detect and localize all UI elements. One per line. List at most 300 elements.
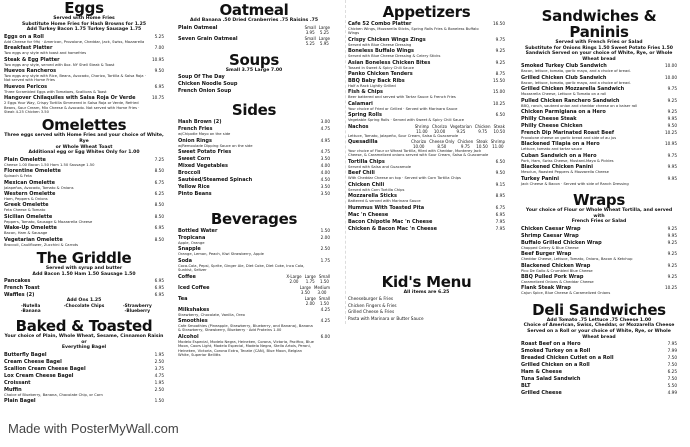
menu-item-description: Coca-Cola, Pepsi, Sprite, Ginger Ale, Diet Coke, Diet Coke, Inca Cola, Sunkist, Seltzer (178, 263, 305, 273)
size-label: Small (318, 273, 330, 279)
menu-column-2 (178, 0, 330, 360)
menu-item-description: Add Cheese for 99¢ · American, Provolone, Cheddar, Jack, Swiss, Mozzarella (4, 39, 145, 44)
menu-item-description: Served with Blue Cheese Dressing (348, 42, 412, 47)
menu-item-description: Lettuce, Tomato, Jalapeño, Sour Cream, Salsa & Guacamole (348, 133, 459, 138)
menu-item (521, 109, 677, 115)
section-note: Substitute for Onions Rings 1.50 Sweet Potato Fries 1.50 (524, 45, 674, 51)
menu-item (178, 74, 330, 80)
menu-item-head (348, 226, 505, 232)
menu-item-name: Cuban Sandwich on a Hero (521, 152, 597, 159)
menu-item-name: Bacon Chipotle Mac 'n Cheese (348, 218, 433, 225)
menu-item (178, 318, 330, 333)
menu-item-name: Beef Chili (348, 170, 375, 177)
menu-item (4, 225, 164, 235)
menu-item-price: 4.75 (320, 126, 330, 132)
menu-item-price: 8.95 (495, 193, 505, 199)
menu-column-4 (521, 0, 677, 399)
menu-item (178, 156, 330, 162)
menu-item-description: With Cheddar Cheese on top · Served with Corn Tortilla Chips (348, 176, 461, 181)
menu-item-name: Cafe 52 Combo Platter (348, 21, 412, 27)
section-note: Add Turkey Bacon 1.75 Turkey Sausage 1.75 (26, 27, 142, 33)
menu-item-name: Blackened Chicken Wrap (521, 262, 591, 269)
menu-item-name: Grilled Chicken on a Roll (521, 362, 590, 369)
menu-item-description: Jack Cheese & Bacon · Served with side of Ranch Dressing (521, 181, 629, 186)
menu-item-name: Ham & Cheese (521, 369, 562, 376)
menu-item (521, 176, 677, 186)
menu-item-description: Broccoli, Cauliflower, Zucchini & Carrots (4, 242, 79, 247)
menu-item-description: Served with Corn Tortilla Chips (348, 187, 405, 192)
size-price: 10.50 (476, 144, 488, 150)
menu-item-name: BBQ Baby Back Ribs (348, 78, 405, 85)
section-title: Omelettes (41, 116, 127, 135)
menu-item-name: Pulled Chicken Ranchero Sandwich (521, 97, 620, 104)
menu-item-price: 7.95 (495, 218, 505, 224)
size-price: 10.00 (412, 144, 425, 150)
menu-section-sides (178, 102, 330, 197)
menu-item-name: Scallion Cream Cheese Bagel (4, 365, 86, 372)
menu-item (521, 285, 677, 295)
menu-item-head (521, 362, 677, 368)
size-price: 9.75 (460, 144, 470, 150)
menu-item-head (348, 71, 505, 77)
menu-item-name: Turkey Panini (521, 175, 559, 182)
menu-item-head (521, 341, 677, 347)
size-label: Shrimp (490, 139, 505, 145)
menu-section-oatmeal (178, 2, 330, 46)
menu-item-price: 9.75 (495, 36, 505, 42)
menu-item (178, 258, 330, 273)
menu-item-name: Chicken & Bacon Mac 'n Cheese (348, 225, 438, 232)
menu-item-name: Roast Beef on a Hero (521, 341, 581, 348)
menu-item (521, 233, 677, 239)
menu-item-name: Chicken Fingers & Fries (348, 302, 397, 308)
menu-item-price: 9.95 (667, 175, 677, 181)
menu-item-name: Coffee (178, 273, 196, 280)
menu-item-name: French Toast (4, 285, 40, 292)
menu-item-price: 2.50 (320, 246, 330, 252)
menu-section-kids (348, 274, 505, 322)
section-note: Sandwich Served on your choice of White, Rye, or Whole Wheat bread (525, 51, 673, 62)
menu-item (4, 285, 164, 291)
menu-item (4, 352, 164, 358)
menu-item-name: Breakfast Platter (4, 45, 53, 52)
menu-item-name: Plain Omelette (4, 156, 46, 163)
menu-column-1 (4, 0, 164, 407)
menu-item-price: 6.75 (495, 204, 505, 210)
menu-item-price: 6.95 (154, 278, 164, 284)
size-price: 8.50 (437, 144, 447, 150)
menu-item-price: 15.50 (493, 78, 505, 84)
menu-section-appetizers (348, 4, 505, 232)
menu-item-name: Calamari (348, 100, 373, 107)
menu-item-name: Hummus With Toasted Pita (348, 204, 425, 211)
menu-item-name: Mexican Omelette (4, 179, 56, 186)
menu-item-price: 7.95 (667, 341, 677, 347)
menu-item-name: French Onion Soup (178, 88, 232, 95)
size-price: 3.95 (305, 29, 315, 35)
menu-item-name: Muffin (4, 386, 22, 393)
addon-option: -Chocolate Chips (63, 303, 105, 309)
menu-item-head (348, 316, 505, 322)
menu-item-name: Sweet Corn (178, 156, 211, 162)
menu-item-price: 9.25 (667, 109, 677, 114)
menu-item-price: 6.50 (495, 112, 505, 118)
menu-item (521, 362, 677, 368)
menu-item-description: Lettuce, tomato and tartar sauce (521, 147, 583, 152)
menu-item-description: Bacon, Ham & Sausage (4, 231, 48, 236)
menu-item (348, 159, 505, 169)
menu-item-head (348, 309, 505, 315)
menu-item-price: 3.50 (320, 156, 330, 161)
menu-item-description: Chopped Celery & Blue Cheese (521, 245, 579, 250)
section-title: Oatmeal (219, 1, 289, 19)
menu-item-price: 9.75 (667, 86, 677, 92)
menu-item-name: Flank Steak Wrap (521, 285, 571, 292)
size-price: 5.25 (305, 40, 315, 46)
menu-item (178, 81, 330, 87)
menu-item-name: Plain Oatmeal (178, 24, 218, 31)
menu-item-head (178, 156, 330, 162)
menu-item-name: French Fries (178, 126, 213, 133)
menu-item-description: BBQ, ranch, sauteed onion and cheddar cheese on a kaiser roll (521, 103, 638, 108)
menu-item-price: 2.50 (154, 358, 164, 364)
addons-options (4, 304, 164, 315)
menu-item-price: 3.75 (154, 365, 164, 371)
menu-item-price: 8.50 (154, 213, 164, 219)
menu-item-description: Cafe Smoothies (Pineapple, Strawberry, Blueberry, and Banana), Banana & Strawberry, Strawberry, Blueberry · Add Proteins 1.00 (178, 324, 313, 333)
section-note: Served with French Fries or Salad (555, 40, 643, 45)
size-label: Shrimp (414, 123, 429, 129)
menu-item-name: Greek Omelette (4, 202, 49, 209)
menu-item-name: Chicken Parmigiana on a Hero (521, 109, 606, 115)
menu-item-description: Pico De Gallo & Crumbled Blue Cheese (521, 268, 593, 273)
section-title: Baked & Toasted (15, 317, 153, 336)
menu-item (4, 180, 164, 190)
menu-item-description: Cajun Spice, Blue Cheese & Caramelized Onions (521, 291, 611, 296)
menu-item-name: Shrimp Caesar Wrap (521, 232, 579, 239)
menu-item-head (521, 226, 677, 232)
menu-item-price: 7.25 (154, 156, 164, 162)
menu-item-price: 9.50 (495, 170, 505, 176)
menu-item-name: BLT (521, 383, 531, 390)
menu-item-price: 9.15 (495, 181, 505, 187)
menu-item-price: 10.25 (665, 285, 677, 291)
menu-column-3 (345, 0, 505, 324)
menu-item-name: Eggs on a Roll (4, 33, 44, 40)
menu-item-name: Nachos (348, 123, 369, 130)
menu-item (348, 48, 505, 58)
menu-item-name: Breaded Chicken Cutlet on a Roll (521, 355, 614, 362)
menu-item (521, 390, 677, 396)
menu-item-name: Smoked Turkey Club Sandwich (521, 63, 607, 70)
menu-item (521, 130, 677, 140)
menu-item-name: Asian Boneless Chicken Bites (348, 59, 431, 66)
menu-item-head (4, 352, 164, 358)
price-size-grid (305, 296, 330, 306)
section-note: Served with Home Fries (53, 16, 115, 21)
menu-item-name: Waffles (2) (4, 292, 35, 299)
menu-item-description: Your choice of Fried or Grilled · Served with Marinara Sauce (348, 106, 458, 111)
menu-item-price: 15.00 (493, 89, 505, 95)
menu-item-price: 4.00 (320, 170, 330, 175)
addon-option: -Strawberry (122, 303, 152, 309)
menu-item (178, 296, 330, 306)
section-note: or Whole Wheat Toast (55, 144, 113, 150)
menu-item-price: 9.95 (667, 232, 677, 238)
menu-item-head (178, 88, 330, 94)
menu-item-price: 9.25 (495, 59, 505, 65)
menu-item-head (178, 285, 330, 295)
menu-item-head (521, 116, 677, 122)
menu-item-name: Grilled Chicken Mozzarella Sandwich (521, 86, 625, 93)
menu-item-name: Cheeseburger & Fries (348, 296, 394, 302)
menu-item-price: 1.95 (154, 379, 164, 385)
menu-item (178, 307, 330, 317)
size-price: 11.00 (416, 128, 428, 134)
menu-item-name: Huevos Pericos (4, 83, 48, 90)
menu-item-price: 9.25 (667, 97, 677, 103)
menu-item-price: 5.25 (154, 33, 164, 39)
menu-item (521, 251, 677, 261)
menu-item-name: Florentine Omelette (4, 168, 61, 175)
menu-item (348, 112, 505, 122)
menu-item-description: Vegetable Spring Rolls · Served with Sweet & Spicy Chili Sauce (348, 118, 464, 123)
menu-item-price: 8.50 (154, 202, 164, 208)
size-label: Small (304, 24, 316, 30)
menu-item-name: Sicilian Omelette (4, 213, 53, 220)
menu-item-name: Western Omelette (4, 191, 56, 198)
menu-item-name: Panko Chicken Tenders (348, 71, 413, 78)
section-title: The Griddle (36, 249, 132, 268)
menu-item-description: Caramelized Onions & Cheddar Cheese (521, 280, 594, 285)
menu-item (4, 157, 164, 167)
menu-section-eggs (4, 0, 164, 114)
menu-item (348, 124, 505, 138)
menu-item-description: Beer battered and served with Tartar Sauce & French Fries (348, 95, 456, 100)
menu-item (348, 316, 505, 322)
menu-item-price: 6.95 (154, 225, 164, 231)
menu-item-head (348, 212, 505, 218)
size-price: 10.50 (493, 128, 505, 134)
menu-item-head (521, 369, 677, 375)
menu-item-name: Smoothies (178, 318, 208, 325)
menu-item-name: Blackened Tilapia on a Hero (521, 141, 600, 148)
section-note: Substitute Home Fries for Hash Browns for 1.25 (21, 21, 147, 27)
menu-item-name: Crispy Chicken Wings Zings (348, 36, 426, 43)
menu-item-head (4, 359, 164, 365)
menu-item-price: 9.25 (667, 251, 677, 257)
menu-item-price: 4.50 (320, 177, 330, 182)
size-price: 9.25 (456, 128, 466, 134)
section-title: Sandwiches & Paninis (541, 7, 657, 41)
menu-item-name: Seven Grain Oatmeal (178, 35, 238, 42)
size-price: 1.50 (319, 278, 329, 284)
menu-item-description: Two eggs any style with toast and homefries (4, 51, 87, 56)
menu-item (4, 168, 164, 178)
menu-item-description: Half a Rack Lightly Grilled (348, 84, 396, 89)
menu-item-name: Mac 'n Cheese (348, 211, 389, 218)
menu-item-description: Pork, Ham, Swiss Cheese, Mustard-Mayo & Pickles (521, 158, 614, 163)
menu-item-price: 9.25 (667, 239, 677, 245)
menu-item-price: 6.00 (320, 333, 330, 339)
menu-item (178, 149, 330, 155)
menu-item-price: 9.25 (667, 225, 677, 231)
size-price: 1.75 (305, 278, 315, 284)
menu-item-price: 8.75 (495, 71, 505, 77)
menu-item-price: 6.25 (154, 191, 164, 197)
menu-item (4, 278, 164, 284)
menu-item-head (178, 274, 330, 284)
size-price: 2.00 (289, 278, 299, 284)
menu-item-price: 7.50 (667, 362, 677, 368)
menu-item (4, 34, 164, 44)
menu-item (521, 123, 677, 129)
section-note: Your choice of Plain, Whole Wheat, Sesame, Cinnamon Raisin or (4, 334, 164, 345)
menu-item-head (4, 373, 164, 379)
menu-item (348, 101, 505, 111)
menu-item-name: Spring Rolls (348, 112, 382, 119)
section-title: Wraps (573, 191, 625, 210)
menu-item (178, 235, 330, 245)
menu-item-price: 4.95 (320, 137, 330, 143)
menu-item-head (4, 366, 164, 372)
menu-item-price: 3.50 (320, 184, 330, 189)
menu-item-name: Tea (178, 295, 188, 302)
menu-item (4, 191, 164, 201)
menu-item (4, 373, 164, 379)
menu-section-deli (521, 302, 677, 396)
menu-item-description: Provolone cheese on garlic bread and side of au jus (521, 136, 617, 140)
menu-item-head (178, 25, 330, 35)
menu-item (178, 163, 330, 169)
menu-item-price: 7.50 (667, 376, 677, 382)
menu-item-name: Steak & Egg Platter (4, 56, 60, 63)
menu-item-price: 7.00 (154, 45, 164, 51)
section-title: Soups (229, 50, 279, 69)
menu-item-name: Hash Brown (2) (178, 119, 222, 126)
menu-item-price: 1.50 (154, 398, 164, 404)
section-title: Kid's Menu (381, 272, 472, 291)
size-label: Steak (476, 139, 488, 145)
menu-item-description: w/Chipotle Mayo on the side (178, 132, 231, 137)
menu-item-head (178, 177, 330, 183)
menu-item-name: Plain Bagel (4, 398, 36, 405)
menu-item-name: Pancakes (4, 278, 31, 285)
menu-item (178, 191, 330, 197)
menu-item-description: Two eggs any style with Rice, Beans, Avocado, Chorizo, Tortilla & Salsa Roja · Not served with Home Fries (4, 74, 146, 83)
section-note: Three eggs served with Home Fries and your choice of White, Rye (4, 133, 164, 145)
menu-item-name: Milkshakes (178, 306, 210, 313)
section-note: Small 3.75 Large 7.00 (225, 67, 283, 73)
menu-item-price: 4.75 (320, 149, 330, 154)
menu-item-price: 6.95 (154, 292, 164, 298)
menu-item-name: Grilled Cheese (521, 390, 562, 397)
watermark: Made with PosterMyWall.com (8, 421, 179, 436)
menu-item-price: 10.95 (152, 56, 164, 62)
menu-item-description: Mesclun, Roasted Peppers & Mozzarella Cheese (521, 170, 609, 175)
menu-item (348, 78, 505, 88)
menu-item (521, 116, 677, 122)
addon-option: -Blueberry (124, 309, 151, 315)
menu-item-name: Huevos Rancheros (4, 68, 57, 74)
menu-item-price: 4.00 (320, 163, 330, 168)
menu-item-price: 9.95 (667, 116, 677, 121)
menu-item (521, 141, 677, 151)
menu-item-head (348, 205, 505, 211)
menu-item-description: Choice of Blueberry, Banana, Chocolate Chip, or Corn (4, 392, 103, 397)
menu-item-price: 4.25 (320, 306, 330, 312)
menu-item (178, 184, 330, 190)
menu-item (348, 89, 505, 99)
menu-item-price: 8.50 (154, 236, 164, 242)
menu-item-price: 16.50 (493, 21, 505, 26)
menu-item-head (178, 36, 330, 46)
menu-item-description: Two eggs any style, served with 8oz. NY Shell Steak & Toast (4, 62, 115, 67)
menu-item-name: Fish & Chips (348, 89, 384, 96)
menu-item-name: Onion Rings (178, 137, 212, 144)
menu-item-head (178, 81, 330, 87)
menu-item-name: Lox Cream Cheese Bagel (4, 372, 74, 379)
size-label: Small (318, 295, 330, 301)
menu-item (521, 164, 677, 174)
menu-item-name: Alcohol (178, 333, 199, 340)
menu-item-description: Bacon, lettuce, tomato, garlic mayo, and a choice of bread. (521, 69, 631, 74)
menu-item (521, 63, 677, 73)
menu-item-description: Cheese 1.00 Bacon 1.50 Ham 1.50 Sausage 1.50 (4, 162, 95, 167)
menu-item-head (521, 383, 677, 389)
size-price: 3.00 (317, 289, 327, 295)
section-title: Eggs (64, 0, 104, 17)
menu-item (348, 182, 505, 192)
menu-item (4, 214, 164, 224)
menu-item (521, 263, 677, 273)
menu-item-price: 9.50 (667, 123, 677, 128)
menu-item (4, 387, 164, 397)
section-note: All items are 6.25 (403, 289, 450, 295)
addon-option: -Banana (20, 309, 41, 315)
menu-item-name: Sautéed/Steamed Spinach (178, 177, 253, 183)
menu-item-description: Cheddar Cheese, Lettuce, Tomato, Onions, Bacon & Ketchup (521, 257, 633, 262)
menu-item-description: 2 Eggs Your Way, Crispy Tortilla Simmered in Salsa Roja or Verde, Refried Beans, Sour Cream, Mix Cheese & Avocado. Not served with Home Fries · Steak 4.25 Chicken 3.50 (4, 101, 140, 115)
menu-item (348, 205, 505, 211)
menu-section-baked (4, 318, 164, 404)
menu-item-name: Boneless Buffalo Wings (348, 48, 415, 55)
menu-item-head (178, 163, 330, 169)
size-label: Steak (493, 123, 505, 129)
size-price: 11.00 (492, 144, 504, 150)
price-size-grid (300, 285, 330, 295)
menu-item-head (178, 191, 330, 197)
size-label: Chicken (474, 123, 491, 129)
menu-item-price: 9.95 (667, 164, 677, 170)
menu-item-name: Tuna Salad Sandwich (521, 376, 581, 383)
size-label: Large (299, 284, 311, 290)
menu-item-description: Battered & served with Marinara Sauce (348, 199, 421, 204)
menu-item-name: Yellow Rice (178, 184, 210, 190)
section-title: Deli Sandwiches (532, 300, 666, 319)
menu-item (521, 369, 677, 375)
menu-item (178, 170, 330, 176)
menu-item-price: 2.00 (320, 235, 330, 240)
menu-section-omelettes (4, 117, 164, 247)
menu-item-name: Sweet Potato Fries (178, 149, 232, 155)
menu-item (178, 334, 330, 358)
menu-item-name: Pinto Beans (178, 191, 212, 197)
menu-item-price: 9.25 (495, 48, 505, 54)
size-label: Vegetarian (450, 123, 472, 129)
menu-item-head (178, 228, 330, 234)
menu-item (348, 212, 505, 218)
